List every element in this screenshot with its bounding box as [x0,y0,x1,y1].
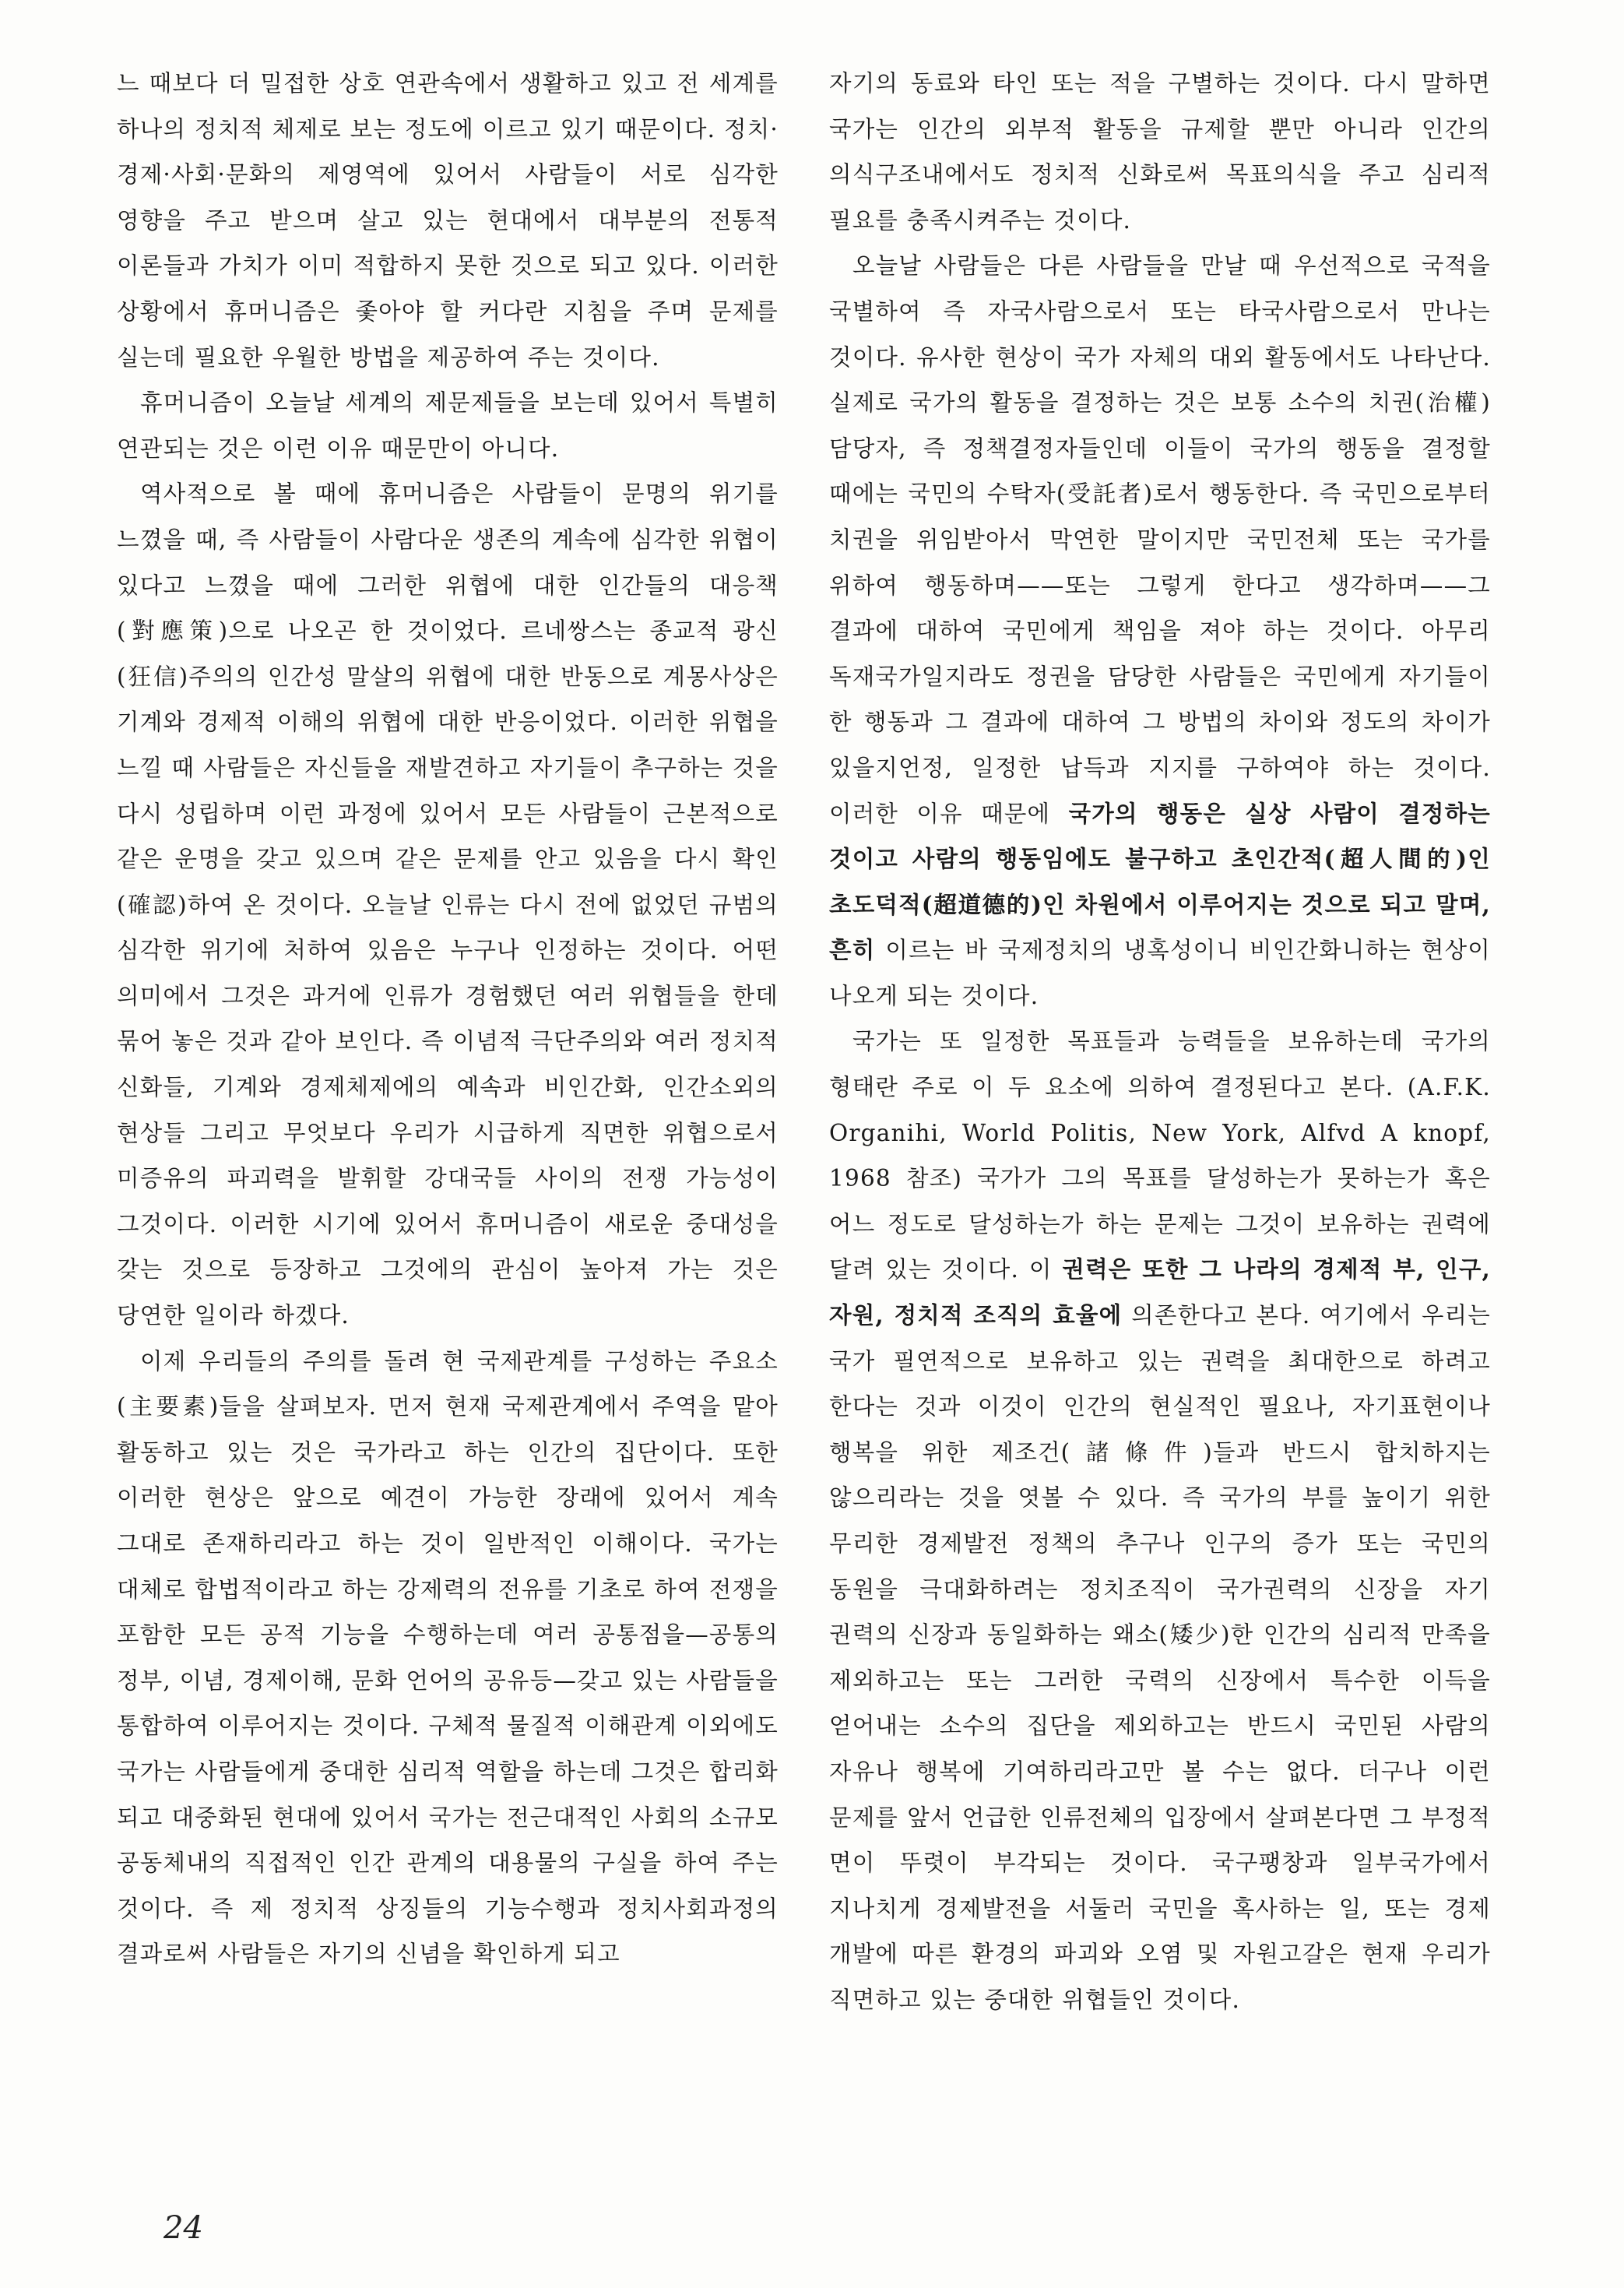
paragraph: 역사적으로 볼 때에 휴머니즘은 사람들이 문명의 위기를 느꼈을 때, 즉 사람들이 사람다운 생존의 계속에 심각한 위협이 있다고 느꼈을 때에 그러한 위협에 대한 인간들의 대응책(對應策)으로 나오곤 한 것이었다. 르네쌍스는 종교적 광신(狂信)주의의 인간성 말살의 위협에 대한 반동으로 계몽사상은 기계와 경제적 이해의 위협에 대한 반응이었다. 이러한 위협을 느낄 때 사람들은 자신들을 재발견하고 자기들이 추구하는 것을 다시 성립하며 이런 과정에 있어서 모든 사람들이 근본적으로 같은 운명을 갖고 있으며 같은 문제를 안고 있음을 다시 확인(確認)하여 온 것이다. 오늘날 인류는 다시 전에 없었던 규범의 심각한 위기에 처하여 있음은 누구나 인정하는 것이다. 어떤 의미에서 그것은 과거에 인류가 경험했던 여러 위협들을 한데 묶어 놓은 것과 같아 보인다. 즉 이념적 극단주의와 여러 정치적 신화들, 기계와 경제체제에의 예속과 비인간화, 인간소외의 현상들 그리고 무엇보다 우리가 시급하게 직면한 위협으로서 미증유의 파괴력을 발휘할 강대국들 사이의 전쟁 가능성이 그것이다. 이러한 시기에 있어서 휴머니즘이 새로운 중대성을 갖는 것으로 등장하고 그것에의 관심이 높아져 가는 것은 당연한 일이라 하겠다. [117,480,779,1329]
page-number: 24 [163,2210,203,2246]
paragraph: 느 때보다 더 밀접한 상호 연관속에서 생활하고 있고 전 세계를 하나의 정치적 체제로 보는 정도에 이르고 있기 때문이다. 정치·경제·사회·문화의 제영역에 있어서 사람들이 서로 심각한 영향을 주고 받으며 살고 있는 현대에서 대부분의 전통적 이론들과 가치가 이미 적합하지 못한 것으로 되고 있다. 이러한 상황에서 휴머니즘은 좇아야 할 커다란 지침을 주며 문제를 실는데 필요한 우월한 방법을 제공하여 주는 것이다. [117,70,779,371]
emphasized-text: 국가의 행동은 실상 사람이 결정하는 것이고 사람의 행동임에도 불구하고 초인간적(超人間的)인 초도덕적(超道德的)인 차원에서 이루어지는 것으로 되고 말며, 흔히 [829,799,1491,964]
paragraph-text: 국가는 또 일정한 목표들과 능력들을 보유하는데 국가의 형태란 주로 이 두 요소에 의하여 결정된다고 본다. (A.F.K. Organihi, World Politis, New York, Alfvd A knopf, 1968 참조) 국가가 그의 목표를 달성하는가 못하는가 혹은 어느 정도로 달성하는가 하는 문제는 그것이 보유하는 권력에 달려 있는 것이다. 이 [829,1028,1491,1283]
paragraph: 이제 우리들의 주의를 돌려 현 국제관계를 구성하는 주요소(主要素)들을 살펴보자. 먼저 현재 국제관계에서 주역을 맡아 활동하고 있는 것은 국가라고 하는 인간의 집단이다. 또한 이러한 현상은 앞으로 예견이 가능한 장래에 있어서 계속 그대로 존재하리라고 하는 것이 일반적인 이해이다. 국가는 대체로 합법적이라고 하는 강제력의 전유를 기초로 하여 전쟁을 포함한 모든 공적 기능을 수행하는데 여러 공통점을—공통의 정부, 이념, 경제이해, 문화 언어의 공유등—갖고 있는 사람들을 통합하여 이루어지는 것이다. 구체적 물질적 이해관계 이외에도 국가는 사람들에게 중대한 심리적 역할을 하는데 그것은 합리화 되고 대중화된 현대에 있어서 국가는 전근대적인 사회의 소규모 공동체내의 직접적인 인간 관계의 대용물의 구실을 하여 주는 것이다. 즉 제 정치적 상징들의 기능수행과 정치사회과정의 결과로써 사람들은 자기의 신념을 확인하게 되고 [117,1347,779,1968]
emphasized-text: 권력은 또한 그 나라의 경제적 부, 인구, 자원, 정치적 조직의 효율에 [829,1255,1492,1329]
paragraph-text: 오늘날 사람들은 다른 사람들을 만날 때 우선적으로 국적을 국별하여 즉 자국사람으로서 또는 타국사람으로서 만나는 것이다. 유사한 현상이 국가 자체의 대외 활동에서도 나타난다. 실제로 국가의 활동을 결정하는 것은 보통 소수의 치권(治權)담당자, 즉 정책결정자들인데 이들이 국가의 행동을 결정할 때에는 국민의 수탁자(受託者)로서 행동한다. 즉 국민으로부터 치권을 위임받아서 막연한 말이지만 국민전체 또는 국가를 위하여 행동하며——또는 그렇게 한다고 생각하며——그 결과에 대하여 국민에게 책임을 져야 하는 것이다. 아무리 독재국가일지라도 정권을 담당한 사람들은 국민에게 자기들이 한 행동과 그 결과에 대하여 그 방법의 차이와 정도의 차이가 있을지언정, 일정한 납득과 지지를 구하여야 하는 것이다. 이러한 이유 때문에 [829,252,1491,827]
paragraph [829,1019,1491,2022]
paragraph-text: 의존한다고 본다. 여기에서 우리는 국가 필연적으로 보유하고 있는 권력을 최대한으로 하려고 한다는 것과 이것이 인간의 현실적인 필요나, 자기표현이나 행복을 위한 제조건(諸條件)들과 반드시 합치하지는 않으리라는 것을 엿볼 수 있다. 즉 국가의 부를 높이기 위한 무리한 경제발전 정책의 추구나 인구의 증가 또는 국민의 동원을 극대화하려는 정치조직이 국가권력의 신장을 자기 권력의 신장과 동일화하는 왜소(矮少)한 인간의 심리적 만족을 제외하고는 또는 그러한 국력의 신장에서 특수한 이득을 얻어내는 소수의 집단을 제외하고는 반드시 국민된 사람의 자유나 행복에 기여하리라고만 볼 수는 없다. 더구나 이런 문제를 앞서 언급한 인류전체의 입장에서 살펴본다면 그 부정적 면이 뚜렷이 부각되는 것이다. 국구팽창과 일부국가에서 지나치게 경제발전을 서둘러 국민을 혹사하는 일, 또는 경제 개발에 따른 환경의 파괴와 오염 및 자원고갈은 현재 우리가 직면하고 있는 중대한 위협들인 것이다. [829,1302,1491,2013]
paragraph: 휴머니즘이 오늘날 세계의 제문제들을 보는데 있어서 특별히 연관되는 것은 이런 이유 때문만이 아니다. [117,389,779,462]
paragraph: 자기의 동료와 타인 또는 적을 구별하는 것이다. 다시 말하면 국가는 인간의 외부적 활동을 규제할 뿐만 아니라 인간의 의식구조내에서도 정치적 신화로써 목표의식을 주고 심리적 필요를 충족시켜주는 것이다. [829,70,1491,234]
right-column [829,61,1491,2023]
left-column [117,61,779,1977]
paragraph [829,243,1491,1019]
paragraph-text: 이르는 바 국제정치의 냉혹성이니 비인간화니하는 현상이 나오게 되는 것이다. [829,937,1491,1009]
